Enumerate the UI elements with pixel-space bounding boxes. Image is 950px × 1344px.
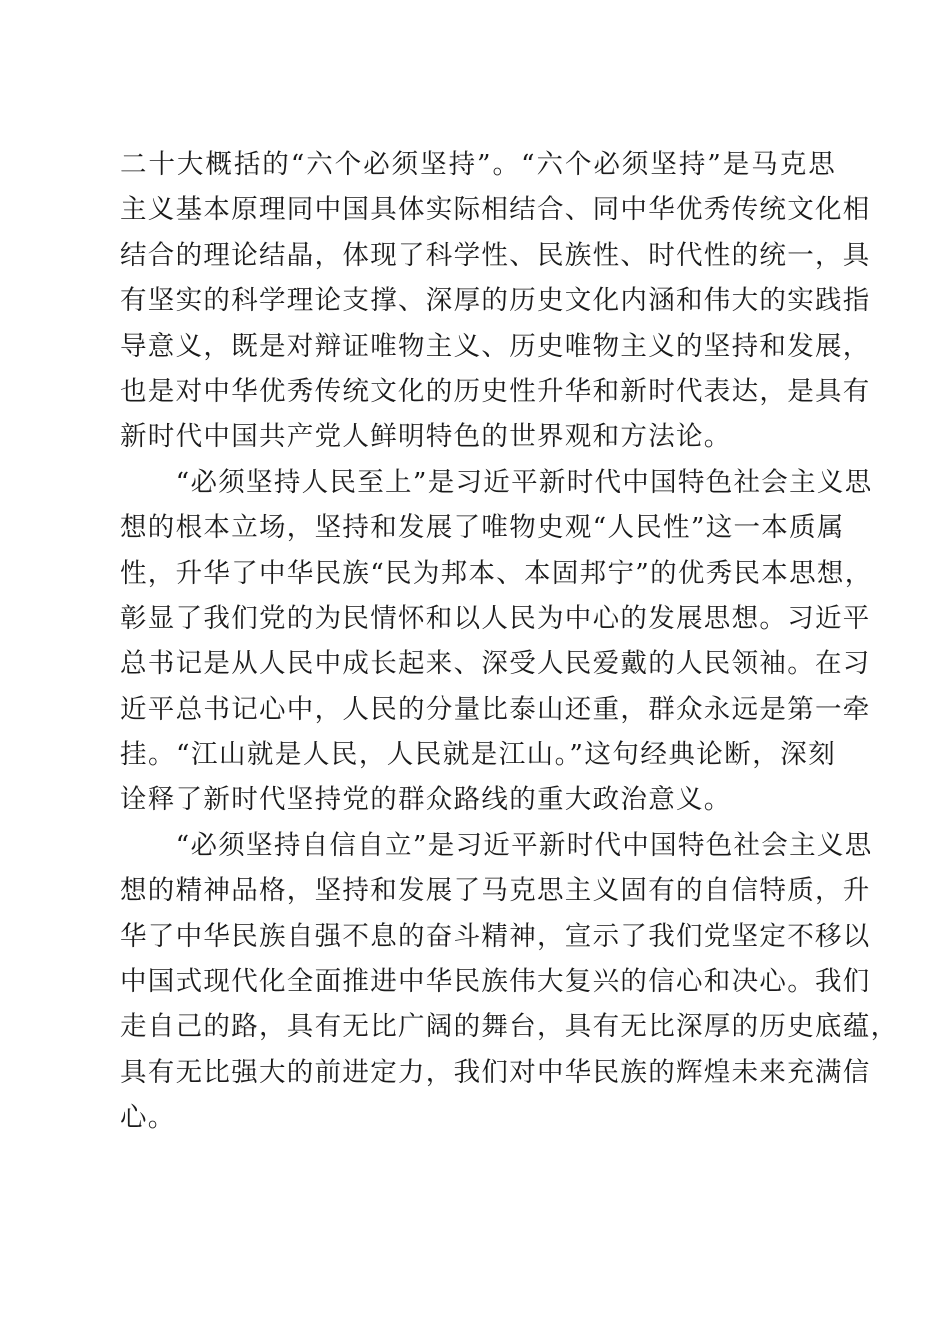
text-line: 总书记是从人民中成长起来、深受人民爱戴的人民领袖。在习: [120, 648, 871, 680]
text-line: 彰显了我们党的为民情怀和以人民为中心的发展思想。习近平: [120, 602, 871, 634]
text-line: 想的精神品格，坚持和发展了马克思主义固有的自信特质，升: [120, 875, 871, 907]
body-text: [120, 142, 899, 1141]
text-line: “必须坚持自信自立”是习近平新时代中国特色社会主义思: [120, 829, 873, 861]
text-line: 华了中华民族自强不息的奋斗精神，宣示了我们党坚定不移以: [120, 920, 871, 952]
text-line: 中国式现代化全面推进中华民族伟大复兴的信心和决心。我们: [120, 966, 871, 998]
text-line: 结合的理论结晶，体现了科学性、民族性、时代性的统一，具: [120, 239, 871, 271]
text-line: 新时代中国共产党人鲜明特色的世界观和方法论。: [120, 421, 732, 453]
text-line: 诠释了新时代坚持党的群众路线的重大政治意义。: [120, 784, 732, 816]
text-line: 二十大概括的“六个必须坚持”。“六个必须坚持”是马克思: [120, 149, 836, 180]
text-line: 想的根本立场，坚持和发展了唯物史观“人民性”这一本质属: [120, 512, 845, 544]
text-line: 性，升华了中华民族“民为邦本、本固邦宁”的优秀民本思想，: [120, 557, 873, 589]
text-line: 近平总书记心中，人民的分量比泰山还重，群众永远是第一牵: [120, 693, 871, 725]
text-line: 走自己的路，具有无比广阔的舞台，具有无比深厚的历史底蕴，: [120, 1011, 899, 1043]
text-line: 有坚实的科学理论支撑、深厚的历史文化内涵和伟大的实践指: [120, 285, 871, 317]
text-line: 主义基本原理同中国具体实际相结合、同中华优秀传统文化相: [120, 194, 871, 226]
text-line: 具有无比强大的前进定力，我们对中华民族的辉煌未来充满信: [120, 1056, 871, 1088]
text-line: 导意义，既是对辩证唯物主义、历史唯物主义的坚持和发展，: [120, 330, 871, 362]
text-line: 挂。“江山就是人民，人民就是江山。”这句经典论断，深刻: [120, 739, 836, 771]
text-line: 心。: [120, 1102, 176, 1134]
text-line: 也是对中华优秀传统文化的历史性升华和新时代表达，是具有: [120, 375, 871, 407]
text-line: “必须坚持人民至上”是习近平新时代中国特色社会主义思: [120, 466, 873, 498]
